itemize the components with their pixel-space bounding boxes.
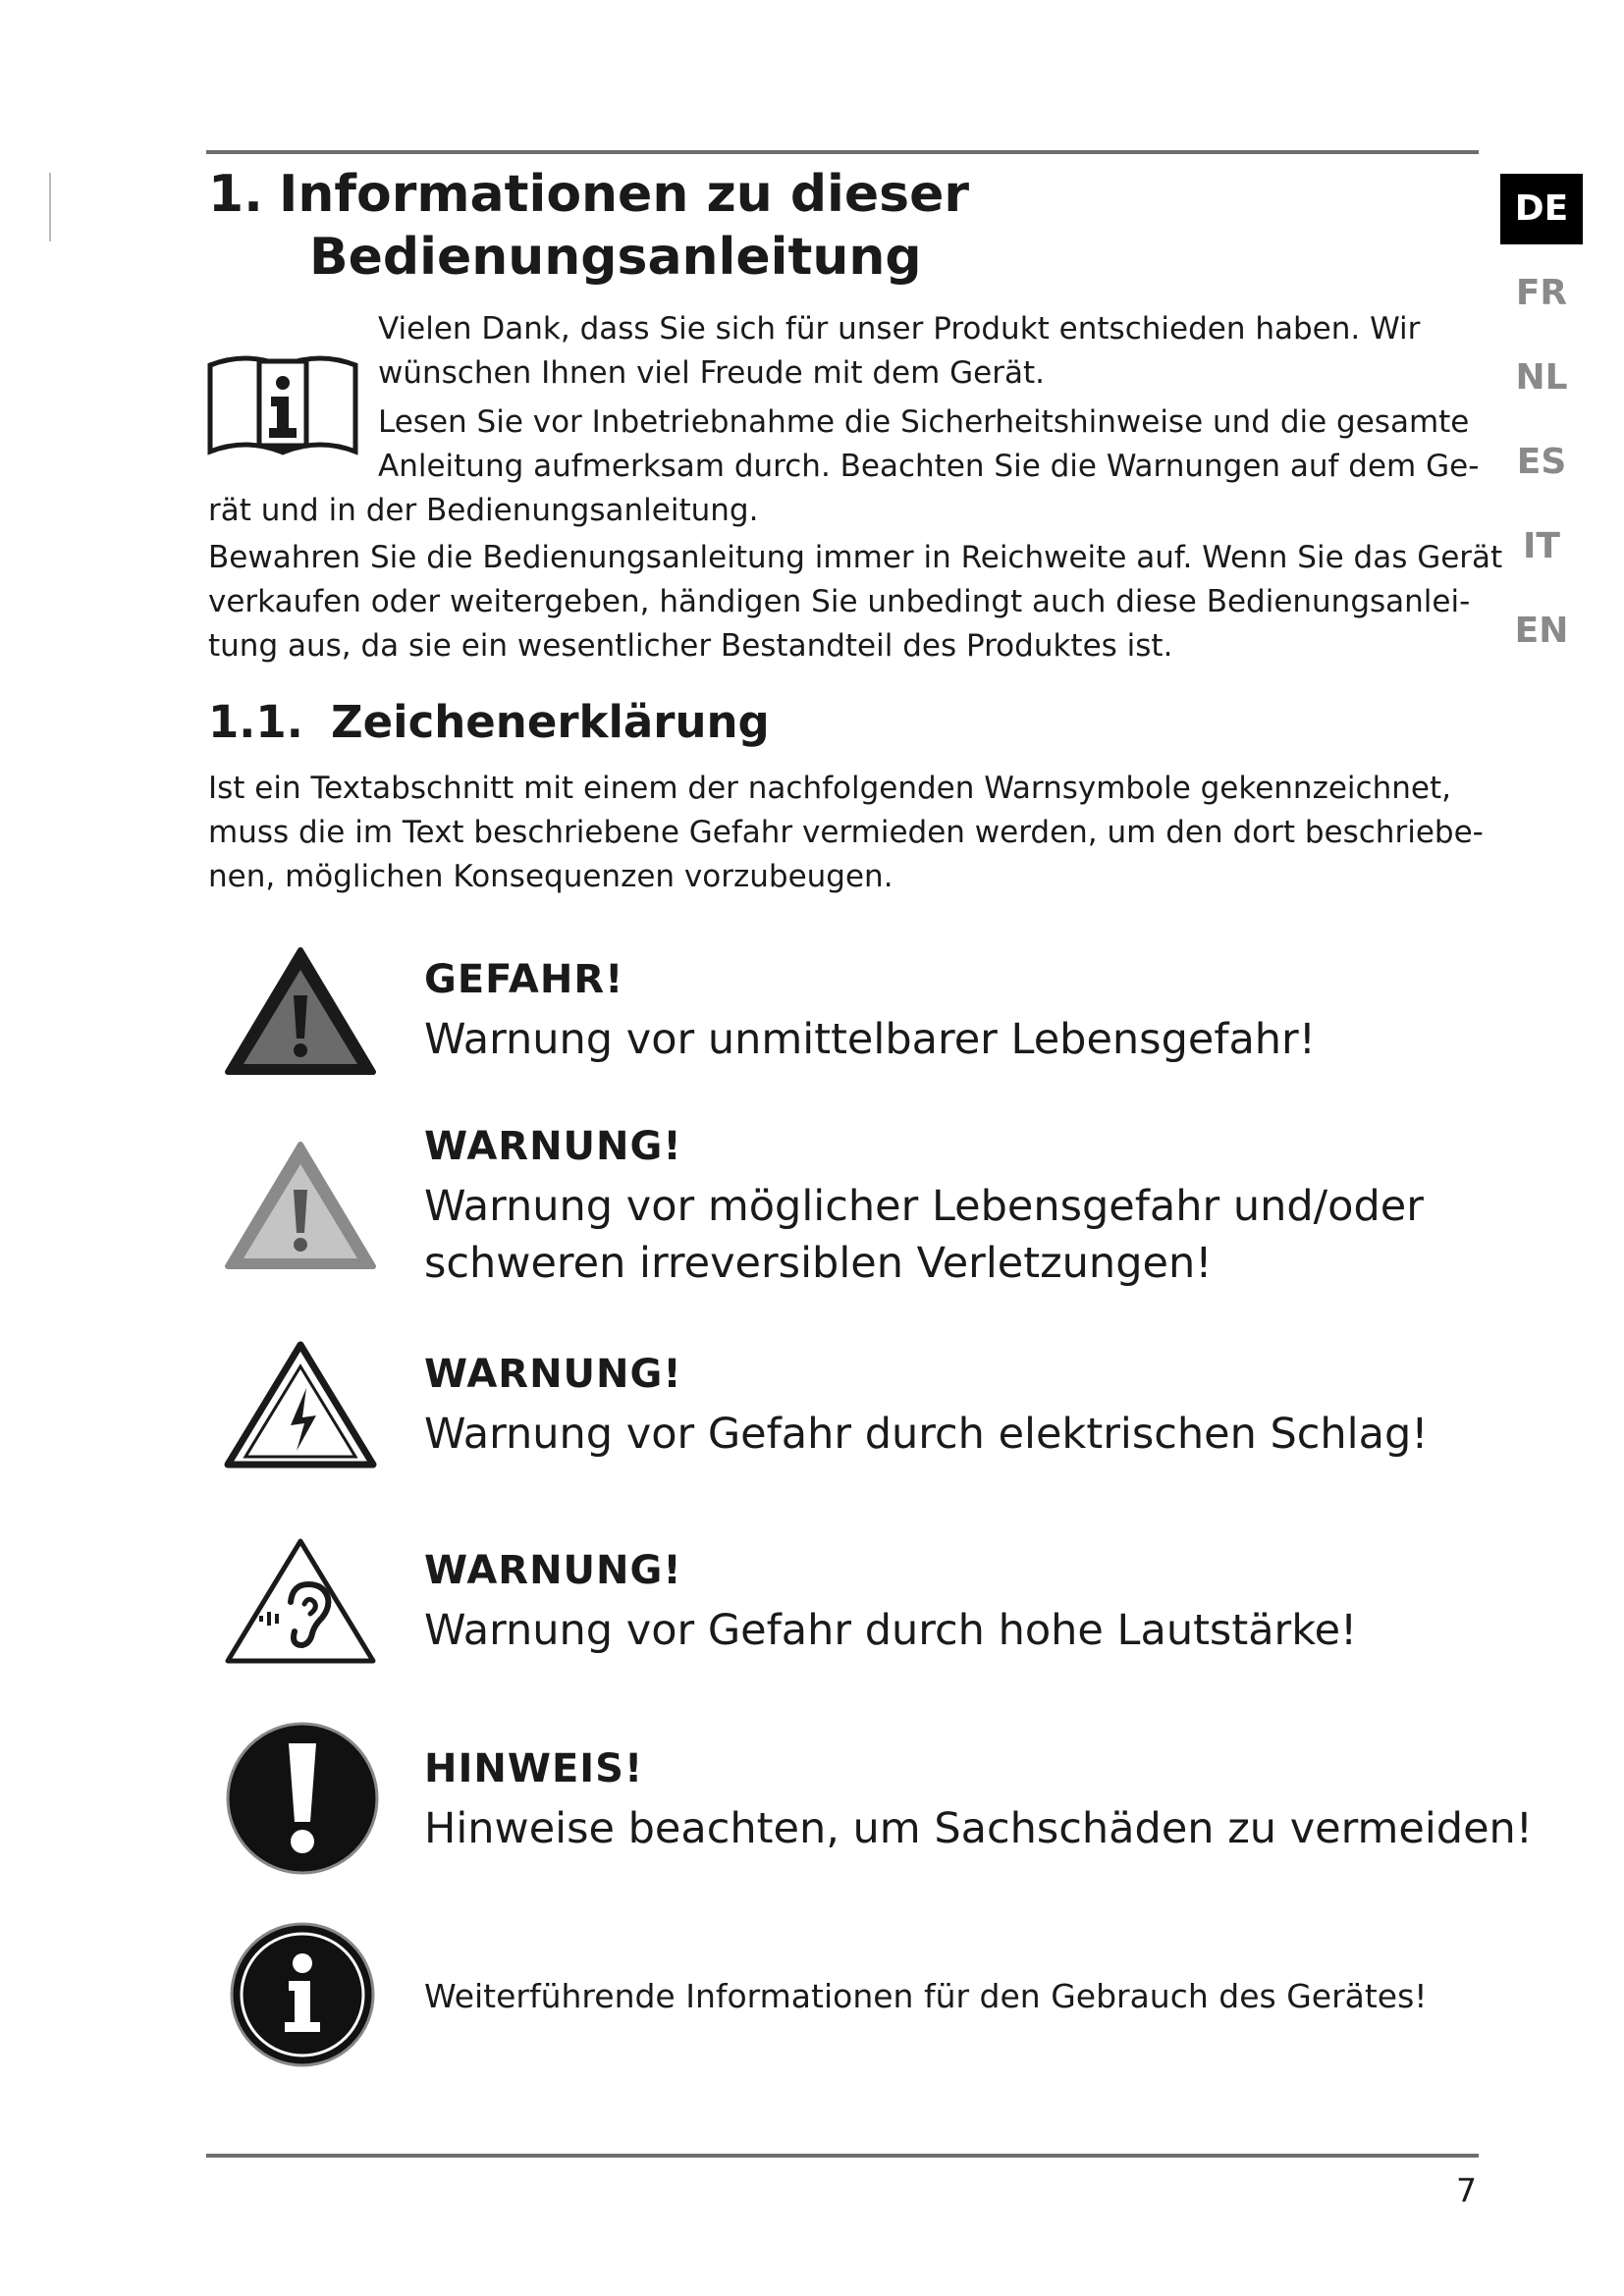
notice-exclamation-icon [224,1720,381,1877]
description-line: Warnung vor Gefahr durch elektrischen Schlag! [424,1410,1429,1459]
electric-shock-icon [222,1337,379,1474]
symbol-description [424,1800,1533,1857]
intro-line: Lesen Sie vor Inbetriebnahme die Sicherheitshinweise und die gesamte [378,404,1470,440]
signal-word: GEFAHR! [424,957,624,1002]
paragraph-line: tung aus, da sie ein wesentlicher Bestandteil des Produktes ist. [208,628,1173,664]
description-line: Warnung vor möglicher Lebensgefahr und/oder [424,1182,1424,1231]
title-line-2: Bedienungsanleitung [309,228,922,287]
manual-info-icon [206,344,359,457]
top-rule [206,150,1479,154]
signal-word: WARNUNG! [424,1124,682,1169]
margin-mark [49,173,51,241]
danger-triangle-icon [222,944,379,1082]
symbol-description [424,1011,1316,1068]
signal-word: WARNUNG! [424,1352,682,1397]
lang-tab-es[interactable]: ES [1516,442,1567,482]
lang-tab-fr[interactable]: FR [1515,273,1568,313]
title-number: 1. [208,165,263,224]
lang-tab-it[interactable]: IT [1523,526,1560,566]
paragraph-line: nen, möglichen Konsequenzen vorzubeugen. [208,859,893,894]
symbol-description [424,1178,1424,1292]
section-number: 1.1. [208,696,303,748]
page-number: 7 [1456,2171,1477,2210]
lang-tab-de[interactable]: DE [1500,174,1583,244]
section-heading [208,695,770,750]
intro-line: Anleitung aufmerksam durch. Beachten Sie die Warnungen auf dem Ge- [378,449,1480,484]
paragraph-line: verkaufen oder weitergeben, händigen Sie unbedingt auch diese Bedienungsanlei- [208,584,1471,619]
intro-paragraph [208,536,1503,668]
title-line-1: Informationen zu dieser [279,165,970,224]
lang-tab-nl[interactable]: NL [1515,357,1568,398]
description-line: Warnung vor Gefahr durch hohe Lautstärke! [424,1606,1358,1655]
signal-word: WARNUNG! [424,1548,682,1593]
bottom-rule [206,2154,1479,2158]
description-line: Warnung vor unmittelbarer Lebensgefahr! [424,1015,1316,1064]
intro-line: Vielen Dank, dass Sie sich für unser Produkt entschieden haben. Wir [378,311,1421,347]
section-title: Zeichenerklärung [331,696,770,748]
symbol-description: Weiterführende Informationen für den Gebrauch des Gerätes! [424,1977,1428,2015]
paragraph-line: Ist ein Textabschnitt mit einem der nachfolgenden Warnsymbole gekennzeichnet, [208,771,1451,806]
info-circle-icon [228,1920,377,2069]
lang-tab-en[interactable]: EN [1514,611,1569,651]
signal-word: HINWEIS! [424,1746,644,1791]
symbol-description [424,1406,1429,1463]
description-line: Hinweise beachten, um Sachschäden zu vermeiden! [424,1804,1534,1853]
symbol-description [424,1602,1357,1659]
paragraph-line: muss die im Text beschriebene Gefahr vermieden werden, um den dort beschriebe- [208,815,1484,850]
description-line: schweren irreversiblen Verletzungen! [424,1239,1213,1288]
hearing-damage-icon [222,1533,379,1671]
intro-line: wünschen Ihnen viel Freude mit dem Gerät. [378,355,1046,391]
section-paragraph [208,767,1485,899]
warning-triangle-icon [222,1139,379,1276]
paragraph-line: Bewahren Sie die Bedienungsanleitung immer in Reichweite auf. Wenn Sie das Gerät [208,540,1503,575]
intro-line: rät und in der Bedienungsanleitung. [208,493,759,528]
